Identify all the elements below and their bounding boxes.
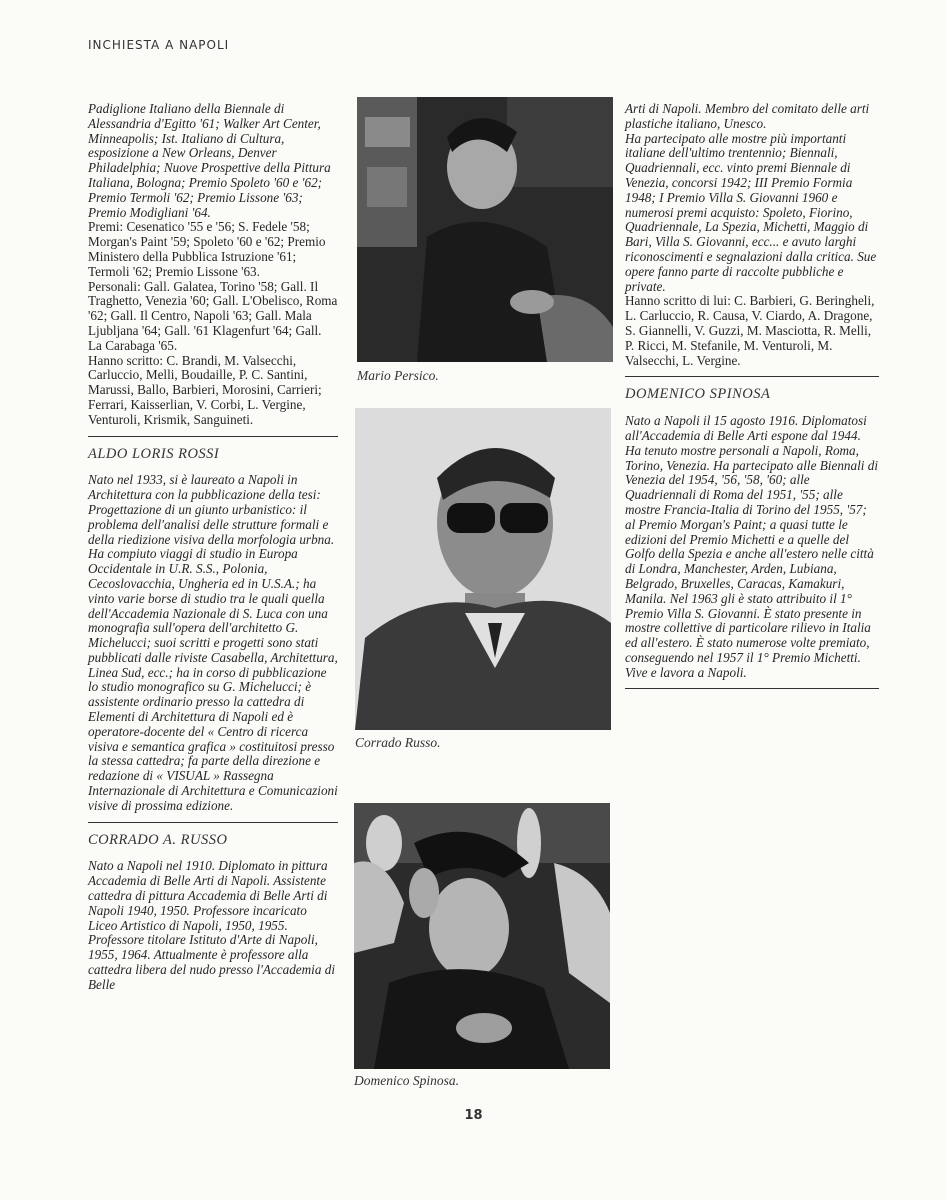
russo-critics-paragraph: Hanno scritto di lui: C. Barbieri, G. Beringheli, L. Carluccio, R. Causa, V. Ciardo, A. Dragone, S. Giannelli, V. Guzzi, M. Masciotta, R. Melli, P. Ricci, M. Stefanile, M. Venturoli, M. Valsecchi, L. Vergine. (625, 293, 875, 368)
awards-paragraph: Premi: Cesenatico '55 e '56; S. Fedele '58; Morgan's Paint '59; Spoleto '60 e '62; Premio Ministero della Pubblica Istruzione '61; Termoli '62; Premio Lissone '63. (88, 219, 326, 279)
intro-paragraph: Padiglione Italiano della Biennale di Alessandria d'Egitto '61; Walker Art Center, Minneapolis; Ist. Italiano di Cultura, esposizione a New Orleans, Denver Philadelphia; Nuove Prospettive della Pittura Italiana, Bologna; Premio Spoleto '60 e '62; Premio Termoli '62; Premio Lissone '63; Premio Modigliani '64. (88, 101, 331, 220)
russo-exhibitions-paragraph: Ha partecipato alle mostre più importanti italiane dell'ultimo trentennio; Biennali, Quadriennali, ecc. vinto premi Biennale di Venezia, concorsi 1942; III Premio Formia 1948; I Premio Villa S. Giovanni 1960 e numerosi premi acquisto: Spoleto, Fiorino, Quadriennale, La Spezia, Michetti, Maggio di Bari, Villa S. Giovanni, ecc... e avuto larghi riconoscimenti e segnalazioni dalla critica. Sue opere fanno parte di raccolte pubbliche e private. (625, 130, 877, 294)
russo-biography-continued: Arti di Napoli. Membro del comitato delle arti plastiche italiano, Unesco. (625, 101, 870, 131)
section-divider (88, 436, 338, 437)
spinosa-biography: Nato a Napoli il 15 agosto 1916. Diplomatosi all'Accademia di Belle Arti espone dal 1944. Ha tenuto mostre personali a Napoli, Roma, Torino, Venezia. Ha partecipato alle Biennali di Venezia del 1954, '56, '58, '60; alle Quadriennali di Roma del 1951, '55; alle mostre Francia-Italia di Torino del 1955, '57; al Premio Morgan's Paint; a quasi tutte le edizioni del Premio Michetti e a quelle del Golfo della Spezia e anche all'estero nelle città di Londra, Manchester, Arden, Lubiana, Belgrado, Bruxelles, Caracas, Kamakuri, Manila. Nel 1963 gli è stato attribuito il 1° Premio Villa S. Giovanni. È stato presente in mostre collettive di particolare rilievo in Italia ed all'estero. È stato numerose volte premiato, conseguendo nel 1957 il 1° Premio Michetti. Vive e lavora a Napoli. (625, 413, 878, 680)
photo-mario-persico (357, 97, 613, 362)
running-head: INCHIESTA A NAPOLI (88, 38, 230, 52)
caption-corrado-russo: Corrado Russo. (355, 735, 441, 750)
section-title-rossi: ALDO LORIS ROSSI (88, 445, 220, 462)
photo-domenico-spinosa (354, 803, 610, 1069)
rossi-biography: Nato nel 1933, si è laureato a Napoli in Architettura con la pubblicazione della tesi: Progettazione di un giunto urbanistico: il problema dell'analisi delle strutture formali e della riedizione visiva della morfologia urbna. Ha compiuto viaggi di studio in Europa Occidentale in U.R. S.S., Polonia, Cecoslovacchia, Ungheria ed in U.S.A.; ha vinto varie borse di studio tra le quali quella dell'Accademia Nazionale di S. Luca con una monografia sull'opera dell'architetto G. Michelucci; suoi scritti e progetti sono stati pubblicati dalle riviste Casabella, Architettura, Linea Sud, ecc.; ha in corso di pubblicazione lo studio monografico su G. Michelucci; è assistente ordinario presso la cattedra di Elementi di Architettura di Napoli ed è operatore-docente del « Centro di ricerca visiva e semantica grafica » costituitosi presso la stessa cattedra; fa parte della direzione e redazione di « VISUAL » Rassegna Internazionale di Architettura e Comunicazioni visive di prossima edizione. (88, 472, 338, 813)
section-title-spinosa: DOMENICO SPINOSA (625, 386, 771, 403)
russo-biography: Nato a Napoli nel 1910. Diplomato in pittura Accademia di Belle Arti di Napoli. Assistente cattedra di pittura Accademia di Belle Arti di Napoli 1940, 1950. Professore incaricato Liceo Artistico di Napoli, 1950, 1955. Professore titolare Istituto d'Arte di Napoli, 1955, 1964. Attualmente è professore alla cattedra libera del nudo presso l'Accademia di Belle (88, 858, 335, 992)
photo-corrado-russo (355, 408, 611, 730)
page-number: 18 (464, 1108, 483, 1123)
section-title-russo: CORRADO A. RUSSO (88, 831, 228, 848)
left-column (88, 102, 338, 993)
critics-paragraph: Hanno scritto: C. Brandi, M. Valsecchi, Carluccio, Melli, Boudaille, P. C. Santini, Marussi, Ballo, Barbieri, Morosini, Carrieri; Ferrari, Kaisserlian, V. Corbi, L. Vergine, Venturoli, Krismik, Sanguineti. (88, 352, 322, 427)
right-column (625, 102, 879, 697)
caption-domenico-spinosa: Domenico Spinosa. (354, 1073, 459, 1088)
section-divider (88, 822, 338, 823)
section-divider (625, 376, 879, 377)
caption-mario-persico: Mario Persico. (357, 368, 439, 383)
solo-shows-paragraph: Personali: Gall. Galatea, Torino '58; Gall. Il Traghetto, Venezia '60; Gall. L'Obelisco, Roma '62; Gall. Il Centro, Napoli '63; Gall. Mala Ljubljana '64; Gall. '61 Klagenfurt '64; Gall. La Carabaga '65. (88, 278, 338, 353)
section-divider (625, 688, 879, 689)
